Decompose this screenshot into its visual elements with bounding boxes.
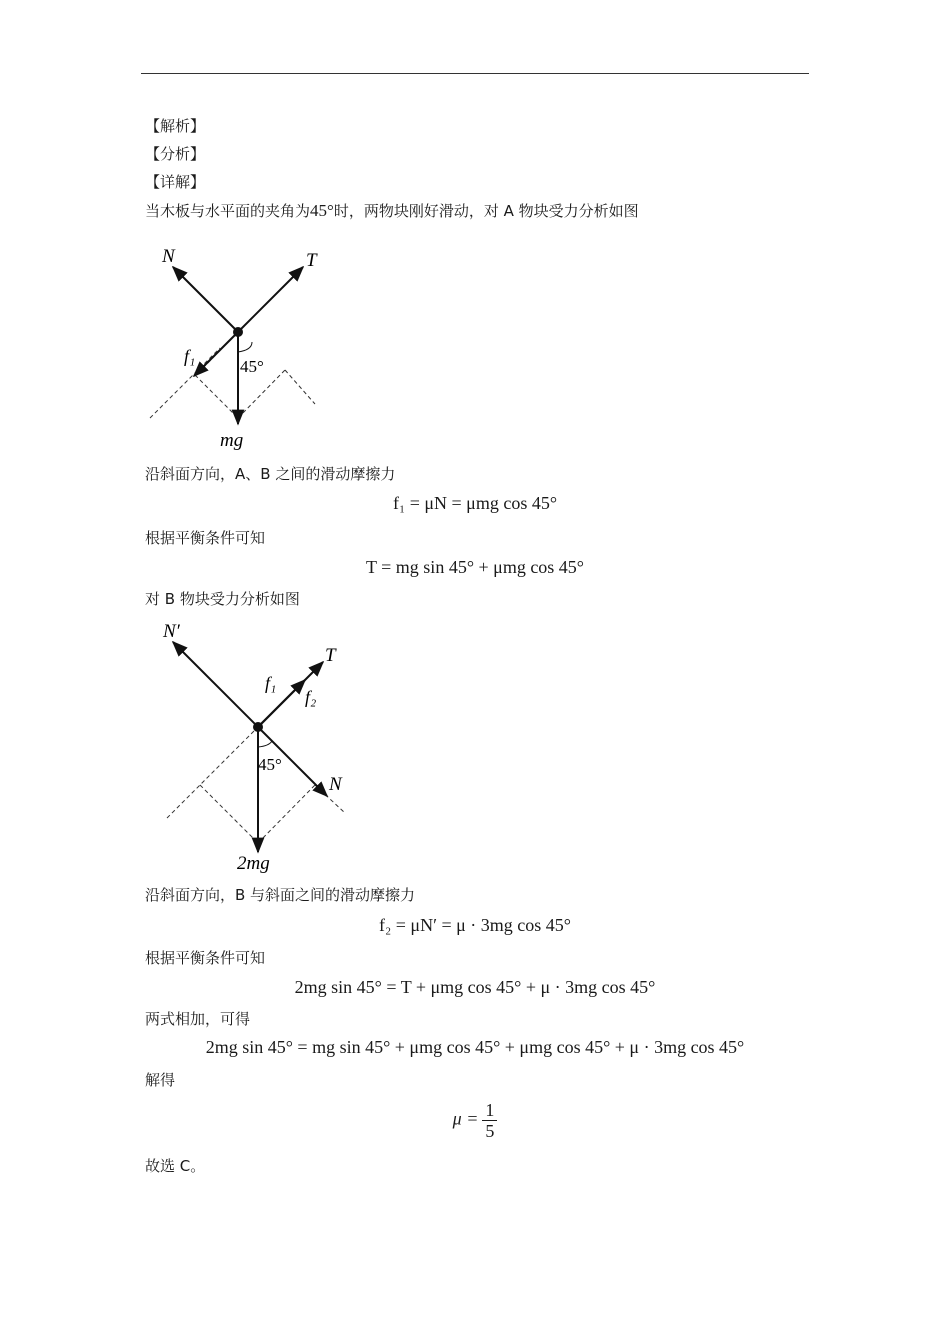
body-point [233, 327, 243, 337]
equation-6 [0, 1100, 950, 1141]
equation-1: f₁ = μN = μmg cos 45° [392, 493, 558, 513]
fraction-denominator: 5 [485, 1121, 495, 1141]
label-f2-b: f₂ [305, 687, 317, 707]
angle-arc-b [258, 741, 272, 747]
mu-lhs: μ = [452, 1108, 479, 1129]
intro-text-a: 当木板与水平面的夹角为 [145, 202, 311, 220]
label-angle: 45° [240, 357, 264, 376]
ab-friction-line: 沿斜面方向，A、B 之间的滑动摩擦力 [145, 465, 396, 483]
fraction-numerator: 1 [482, 1100, 497, 1121]
equation-3: f₂ = μN′ = μ · 3mg cos 45° [379, 915, 571, 935]
label-f1-b: f₁ [265, 673, 277, 693]
answer-line: 故选 C。 [145, 1157, 206, 1175]
solve-line: 解得 [145, 1071, 176, 1089]
label-t: T [306, 250, 317, 271]
incline-dashed-lines-b [167, 727, 345, 843]
label-n-b: N [329, 774, 342, 795]
force-diagram-b [155, 615, 365, 877]
add-line: 两式相加，可得 [145, 1010, 251, 1028]
label-angle-b: 45° [258, 755, 282, 774]
intro-text-b: 时，两物块刚好滑动，对 A 物块受力分析如图 [333, 202, 639, 220]
label-f1: f₁ [184, 346, 196, 366]
b-friction-line: 沿斜面方向，B 与斜面之间的滑动摩擦力 [145, 886, 416, 904]
incline-dashed-lines [150, 332, 315, 418]
label-xiangjie: 【详解】 [145, 173, 206, 191]
fraction [482, 1100, 497, 1141]
label-n: N [162, 246, 175, 267]
balance-line-1: 根据平衡条件可知 [145, 529, 266, 547]
intro-angle: 45° [310, 201, 334, 220]
arrow-t [238, 267, 303, 332]
arrow-n-prime [173, 642, 258, 727]
balance-line-2: 根据平衡条件可知 [145, 949, 266, 967]
b-analysis-line: 对 B 物块受力分析如图 [145, 590, 300, 608]
body-point-b [253, 722, 263, 732]
intro-line [145, 201, 639, 221]
label-n-prime: N′ [163, 621, 180, 642]
force-diagram-a [140, 240, 340, 455]
label-fenxi: 【分析】 [145, 145, 206, 163]
angle-arc [238, 342, 252, 352]
header-rule [141, 73, 809, 74]
equation-4: 2mg sin 45° = T + μmg cos 45° + μ · 3mg cos 45° [294, 977, 656, 997]
equation-2: T = mg sin 45° + μmg cos 45° [365, 557, 585, 577]
arrow-n [173, 267, 238, 332]
arrow-f1 [194, 332, 238, 376]
label-mg: mg [220, 430, 244, 451]
label-t-b: T [325, 645, 336, 666]
label-jiexi: 【解析】 [145, 117, 206, 135]
label-2mg: 2mg [237, 853, 270, 874]
equation-5: 2mg sin 45° = mg sin 45° + μmg cos 45° + μmg cos 45° + μ · 3mg cos 45° [205, 1037, 745, 1057]
